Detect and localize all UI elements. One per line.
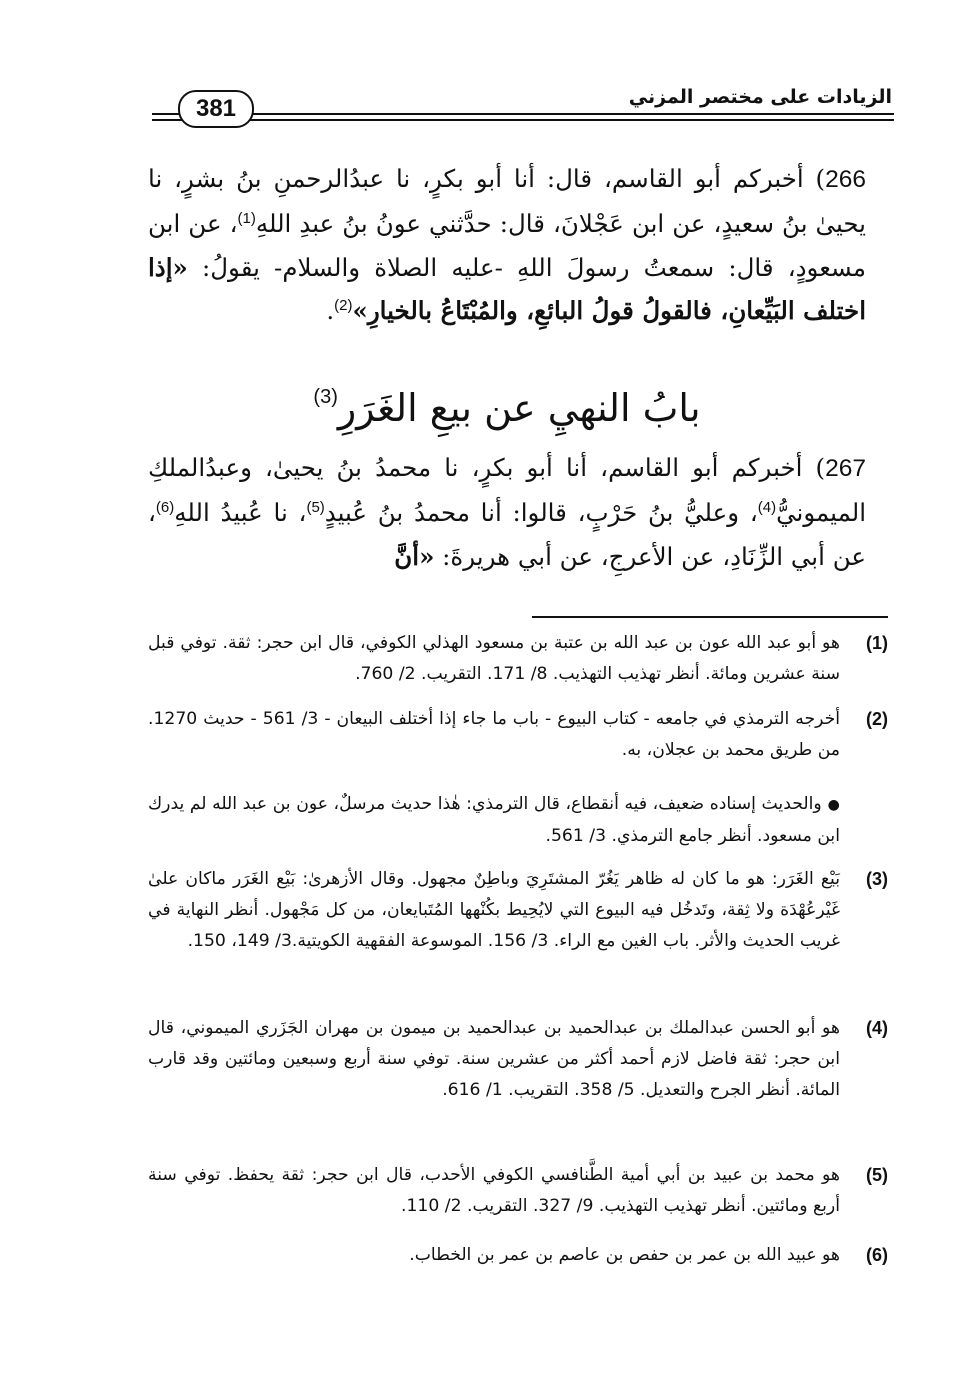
footnote-text: هو أبو عبد الله عون بن عبد الله بن عتبة بن مسعود الهذلي الكوفي، قال ابن حجر: ثقة. توفي قبل سنة عشرين ومائة. أنظر تهذيب التهذيب. 8/ 171. التقريب. 2/ 760. (148, 633, 840, 685)
hadith-number: 267 (825, 455, 866, 482)
footnote-text: هو عبيد الله بن عمر بن حفص بن عاصم بن عمر بن الخطاب. (409, 1245, 840, 1265)
hadith-267 (148, 446, 866, 578)
hadith-text: ، نا عُبيدُ اللهِ (174, 497, 307, 527)
footnote-separator (532, 616, 888, 618)
hadith-text: . (326, 296, 335, 326)
footnote-text: هو محمد بن عبيد بن أبي أمية الطَّنافسي الكوفي الأحدب، قال ابن حجر: ثقة يحفظ. توفي سنة أربع ومائتين. أنظر تهذيب التهذيب. 9/ 327. التقريب. 2/ 110. (148, 1165, 840, 1217)
footnote (148, 1013, 888, 1107)
hadith-text: ) أخبركم أبو القاسم، أنا أبو بكرٍ، نا محمدُ بنُ يحيىٰ، وعبدُالملكِ الميمونيُّ (148, 453, 866, 527)
footnote-ref: (5) (306, 498, 325, 516)
footnote-number: (2) (865, 709, 888, 729)
footnote-text: بَيْع الغَرَر: هو ما كان له ظاهر يَغُرّ المشتَرِيَ وباطِنٌ مجهول. وقال الأزهرىٰ: بَيْع الغَرَر ماكان علىٰ غَيْرعُهْدَة ولا ثِقة، وتَدخُل فيه البيوع التي لايُحِيط بكُنْهها المُتَبايعان، من كل مَجْهول. أنظر النهاية في غريب الحديث والأثر. باب الغين مع الراء. 3/ 156. الموسوعة الفقهية الكويتية.3/ 149، 150. (148, 869, 840, 952)
footnote-number: (1) (865, 633, 888, 653)
footnote-text: أخرجه الترمذي في جامعه - كتاب البيوع - باب ما جاء إذا أختلف البيعان - 3/ 561 - حديث 1270. من طريق محمد بن عجلان، به. (148, 709, 840, 761)
footnote-number: (4) (865, 1018, 888, 1038)
footnote (148, 628, 888, 690)
chapter-title: بابُ النهيِ عن بيعِ الغَرَرِ (337, 386, 701, 430)
footnote (148, 864, 888, 958)
hadith-text: ، عن أبي الزِّنَادِ، عن الأعرجِ، عن أبي هريرةَ: (148, 497, 866, 571)
footnote-ref: (2) (334, 297, 353, 315)
footnote (148, 1240, 888, 1271)
footnote-number: (5) (865, 1165, 888, 1185)
hadith-text: ، وعليُّ بنُ حَرْبٍ، قالوا: أنا محمدُ بنُ عُبيدٍ (324, 497, 758, 527)
hadith-quote: «أنَّ (394, 541, 435, 571)
hadith-quote: «إذا اختلف البَيِّعانِ، فالقولُ قولُ البائعِ، والمُبْتَاعُ بالخيارِ» (148, 252, 866, 326)
footnote-text: والحديث إسناده ضعيف، فيه أنقطاع، قال الترمذي: هٰذا حديث مرسلٌ، عون بن عبد الله لم يدرك ابن مسعود. أنظر جامع الترمذي. 3/ 561. (148, 794, 840, 847)
footnote-ref: (4) (757, 498, 777, 516)
header-rule (152, 119, 894, 121)
footnote-ref: (3) (313, 386, 338, 408)
footnote (148, 1160, 888, 1222)
footnote-ref: (1) (237, 209, 256, 227)
hadith-text: ، عن ابن مسعودٍ، قال: سمعتُ رسولَ اللهِ -عليه الصلاة والسلام- يقولُ: (148, 208, 866, 282)
footnote (148, 704, 888, 766)
hadith-number: 266 (825, 166, 866, 193)
hadith-266 (148, 157, 866, 333)
footnote-number: (3) (865, 869, 888, 889)
hadith-text: ) أخبركم أبو القاسم، قال: أنا أبو بكرٍ، نا عبدُالرحمنِ بنُ بشرٍ، نا يحيىٰ بنُ سعيدٍ، عن ابن عَجْلانَ، قال: حدَّثني عونُ بنُ عبدِ اللهِ (148, 164, 866, 238)
chapter-heading (148, 378, 866, 438)
footnote-number: (6) (865, 1245, 888, 1265)
page-number: 381 (178, 90, 254, 128)
header-rule (152, 113, 894, 115)
footnote-continuation (148, 789, 888, 852)
footnote-text: هو أبو الحسن عبدالملك بن عبدالحميد بن عبدالحميد بن ميمون بن مهران الجَزَري الميموني، قال ابن حجر: ثقة فاضل لازم أحمد أكثر من عشرين سنة. توفي سنة أربع وسبعين ومائتين وقد قارب المائة. أنظر الجرح والتعديل. 5/ 358. التقريب. 1/ 616. (148, 1018, 840, 1101)
footnote-ref: (6) (155, 498, 175, 516)
running-title: الزيادات على مختصر المزني (628, 86, 892, 108)
bullet-icon: ● (827, 797, 840, 813)
